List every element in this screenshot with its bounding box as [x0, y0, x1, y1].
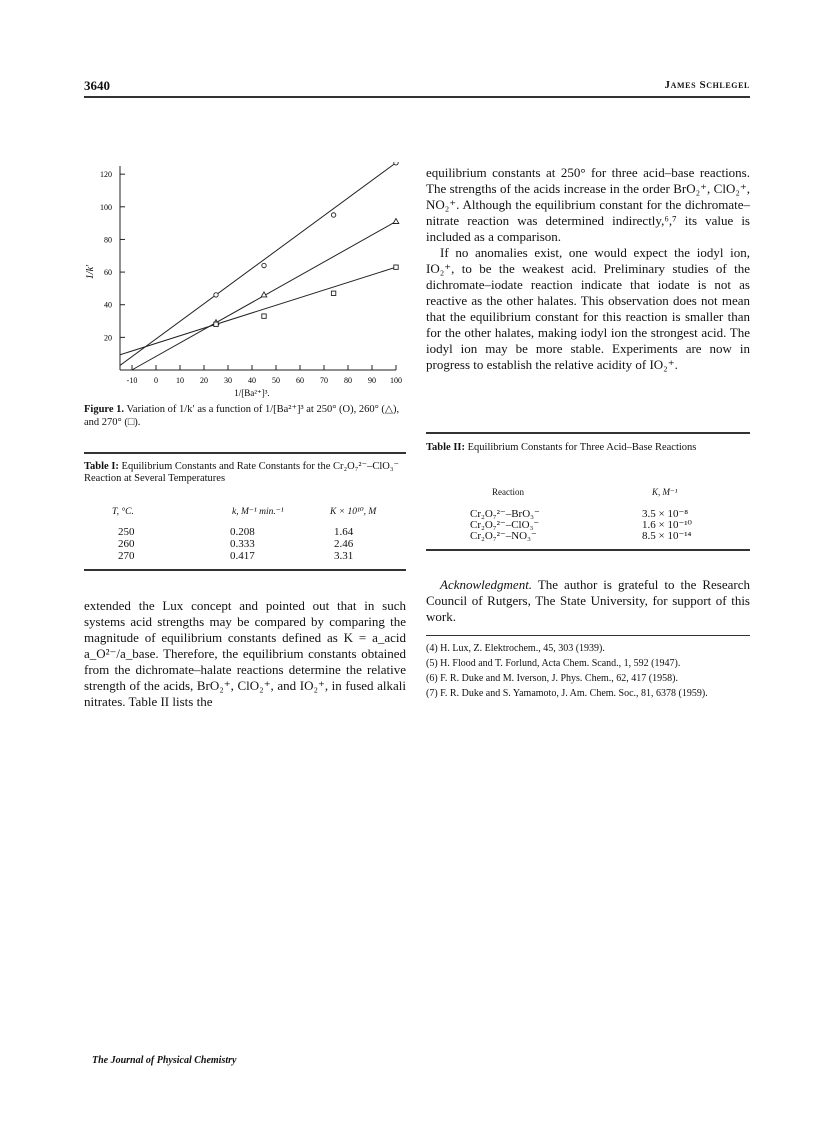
journal-footer: The Journal of Physical Chemistry — [92, 1055, 237, 1066]
chart-x-axis-label: 1/[Ba²⁺]³. — [234, 388, 270, 398]
figure-caption-label: Figure 1. — [84, 404, 125, 415]
x-tick-label: 80 — [344, 376, 352, 385]
y-tick-label: 40 — [104, 300, 112, 310]
data-point-triangle — [393, 218, 399, 223]
table-row — [84, 538, 406, 550]
data-point-square — [214, 322, 218, 326]
x-tick-label: 0 — [154, 376, 158, 385]
table-cell: 1.64 — [334, 526, 354, 538]
x-tick-label: 30 — [224, 376, 232, 385]
table1 — [84, 506, 406, 562]
x-tick-label: -10 — [126, 376, 138, 385]
x-tick-label: 100 — [390, 376, 402, 385]
table-cell: Cr₂O₇²⁻–ClO₃⁻ — [470, 519, 540, 531]
table-cell: 8.5 × 10⁻¹⁴ — [642, 530, 692, 542]
table2-title — [426, 442, 750, 454]
table1-top-rule — [84, 452, 406, 454]
references-rule — [426, 635, 750, 636]
table1-title-label: Table I: — [84, 461, 119, 472]
figure-1-chart — [84, 162, 406, 402]
paragraph: extended the Lux concept and pointed out that in such systems acid strengths may be compared by comparing the magnitude of equilibrium constants defined as K = a_acid a_O²⁻/a_base. Therefore, the equilibrium constants obtained from the dichromate–halate reactions determine the relative strength of the acids, BrO₂⁺, ClO₂⁺, and IO₂⁺, in fused alkali nitrates. Table II lists the — [84, 598, 406, 709]
table-cell: 270 — [118, 550, 135, 562]
table1-header-cell: T, °C. — [112, 507, 134, 517]
page-number: 3640 — [84, 78, 110, 93]
table1-header-row — [84, 506, 406, 520]
chart-axes — [100, 166, 402, 385]
x-tick-label: 50 — [272, 376, 280, 385]
table2-header-cell: Reaction — [492, 487, 524, 497]
figure-caption-text: Variation of 1/k′ as a function of 1/[Ba²⁺]³ at 250° (O), 260° (△), and 270° (□). — [84, 404, 400, 428]
x-tick-label: 90 — [368, 376, 376, 385]
table-row — [426, 508, 750, 519]
references — [426, 643, 750, 700]
paragraph — [426, 577, 750, 625]
figure-1-caption — [84, 403, 406, 429]
data-point-square — [394, 265, 398, 269]
table-row — [84, 550, 406, 562]
reference-item: (6) F. R. Duke and M. Iverson, J. Phys. Chem., 62, 417 (1958). — [426, 673, 678, 684]
table-cell: 260 — [118, 538, 135, 550]
reference-item: (4) H. Lux, Z. Elektrochem., 45, 303 (1939). — [426, 643, 605, 654]
x-tick-label: 10 — [176, 376, 184, 385]
y-tick-label: 80 — [104, 235, 112, 245]
table1-title — [84, 461, 406, 485]
y-tick-label: 100 — [100, 202, 112, 212]
data-point-circle — [214, 293, 218, 297]
table-cell: 3.5 × 10⁻⁸ — [642, 508, 689, 520]
table2 — [426, 486, 750, 541]
paragraph: equilibrium constants at 250° for three acid–base reactions. The strengths of the acids increase in the order BrO₂⁺, ClO₂⁺, NO₂⁺. Although the equilibrium constant for the dichromate–nitrate reaction was determined indirectly,⁶,⁷ its value is included as a comparison. — [426, 165, 750, 244]
table2-top-rule — [426, 432, 750, 434]
table2-bottom-rule — [426, 549, 750, 551]
table1-bottom-rule — [84, 569, 406, 571]
x-tick-label: 40 — [248, 376, 256, 385]
header-rule — [84, 96, 750, 98]
chart-marks — [120, 162, 399, 370]
left-column-text — [84, 598, 406, 710]
data-point-square — [262, 314, 266, 318]
acknowledgment-text: The author is grateful to the Research Council of Rutgers, The State University, for support of this work. — [426, 577, 751, 624]
chart-y-axis-label: 1/k′ — [85, 264, 96, 280]
y-tick-label: 20 — [104, 333, 112, 343]
table-cell: 0.208 — [230, 526, 255, 538]
x-tick-label: 60 — [296, 376, 304, 385]
table1-title-text: Equilibrium Constants and Rate Constants for the Cr₂O₇²⁻–ClO₃⁻ Reaction at Several Temperatures — [84, 461, 400, 484]
x-tick-label: 70 — [320, 376, 328, 385]
data-point-circle — [394, 162, 398, 165]
table-cell: Cr₂O₇²⁻–BrO₃⁻ — [470, 508, 540, 520]
table2-title-text: Equilibrium Constants for Three Acid–Base Reactions — [467, 442, 697, 453]
table-cell: 250 — [118, 526, 135, 538]
acknowledgment — [426, 577, 750, 625]
acknowledgment-label: Acknowledgment. — [440, 577, 533, 592]
data-point-square — [331, 291, 335, 295]
table-row — [426, 519, 750, 530]
table-cell: Cr₂O₇²⁻–NO₃⁻ — [470, 530, 537, 542]
y-tick-label: 120 — [100, 170, 112, 180]
reference-item: (5) H. Flood and T. Forlund, Acta Chem. Scand., 1, 592 (1947). — [426, 658, 681, 669]
table-cell: 1.6 × 10⁻¹⁰ — [642, 519, 692, 531]
table-cell: 2.46 — [334, 538, 354, 550]
table2-header-cell: K, M⁻¹ — [652, 487, 678, 497]
table2-title-label: Table II: — [426, 442, 466, 453]
table1-header-cell: K × 10¹⁰, M — [330, 507, 377, 517]
table2-header-row — [426, 486, 750, 500]
table-cell: 0.333 — [230, 538, 255, 550]
paragraph: If no anomalies exist, one would expect the iodyl ion, IO₂⁺, to be the weakest acid. Preliminary studies of the dichromate–iodate reaction indicate that iodate is not as reactive as the other halates. This observation does not mean that the equilibrium constant for this reaction is smaller than for the other halates, making iodyl ion the strongest acid. The iodyl ion may be more stable. Experiments are now in progress to establish the relative acidity of IO₂⁺. — [426, 245, 750, 372]
reference-item: (7) F. R. Duke and S. Yamamoto, J. Am. Chem. Soc., 81, 6378 (1959). — [426, 688, 708, 699]
table-cell: 0.417 — [230, 550, 255, 562]
data-point-circle — [331, 213, 335, 217]
series-line-270° — [120, 267, 396, 355]
table-row — [426, 530, 750, 541]
data-point-circle — [262, 263, 266, 267]
table-row — [84, 526, 406, 538]
y-tick-label: 60 — [104, 268, 112, 278]
series-line-250° — [120, 163, 396, 366]
running-header-author: James Schlegel — [664, 79, 750, 91]
table-cell: 3.31 — [334, 550, 354, 562]
table1-header-cell: k, M⁻¹ min.⁻¹ — [232, 507, 284, 517]
x-tick-label: 20 — [200, 376, 208, 385]
right-column-text — [426, 165, 750, 373]
